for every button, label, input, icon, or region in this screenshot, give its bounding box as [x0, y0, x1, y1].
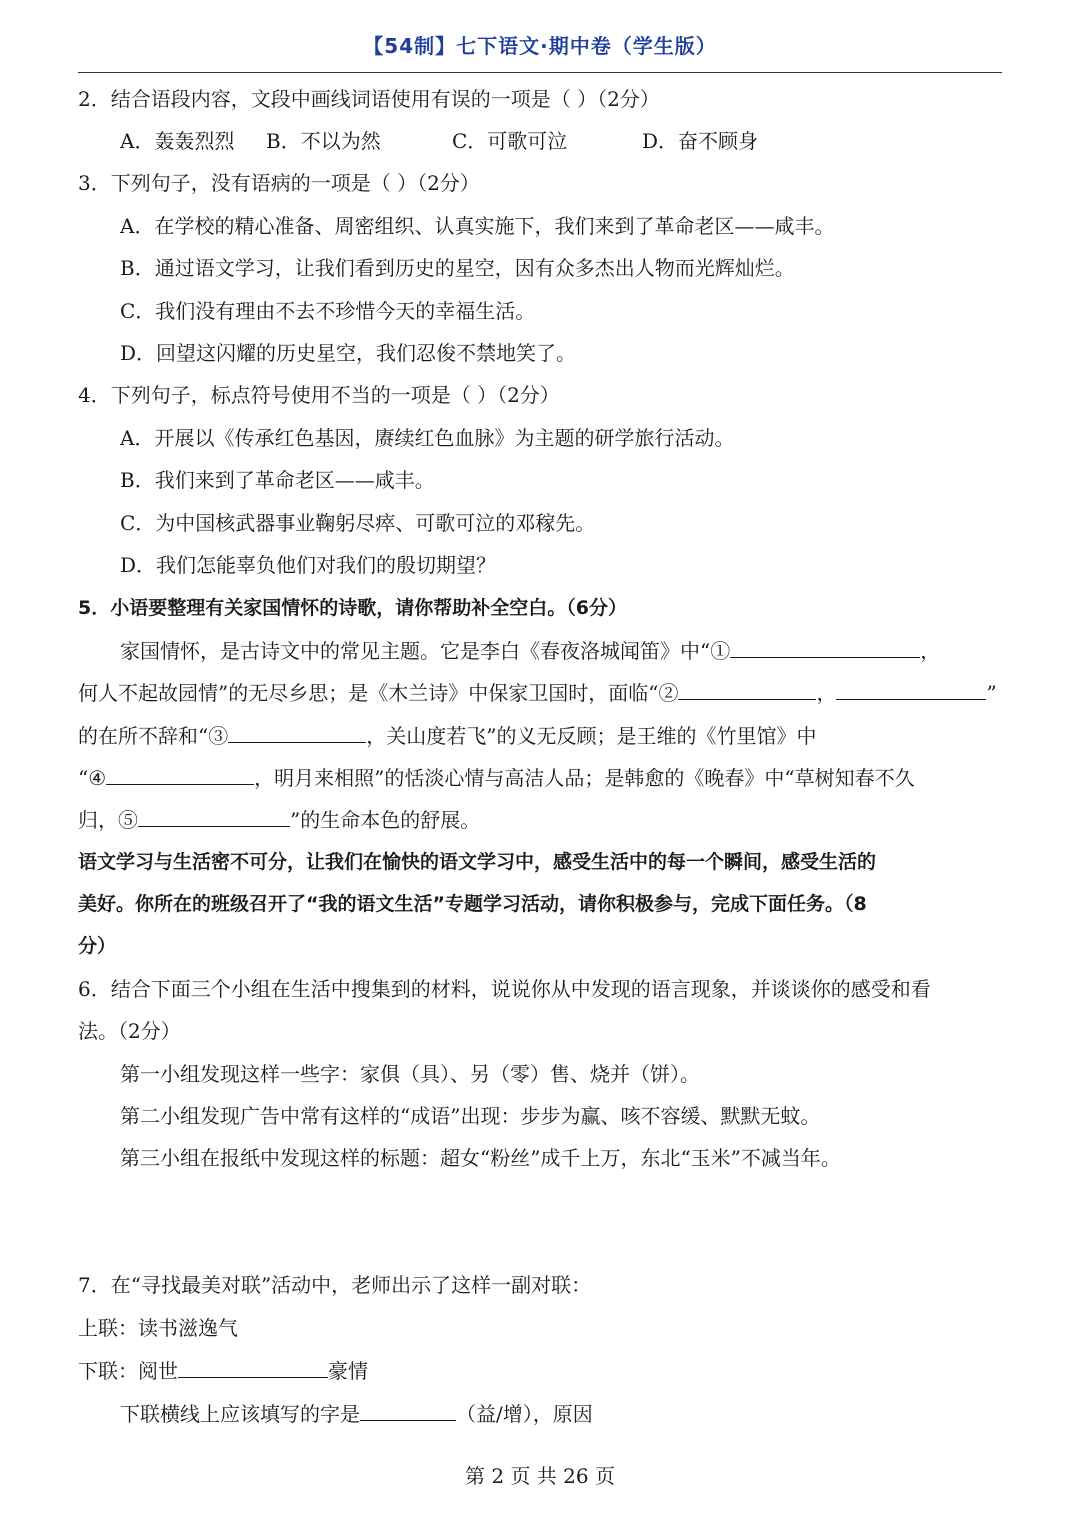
section-intro-line-1: 语文学习与生活密不可分，让我们在愉快的语文学习中，感受生活中的每一个瞬间，感受生活的 — [78, 851, 877, 873]
q5-text: ”的生命本色的舒展。 — [290, 808, 481, 832]
q3-option-a: A．在学校的精心准备、周密组织、认真实施下，我们来到了革命老区——咸丰。 — [120, 214, 835, 238]
q7-text: 豪情 — [328, 1359, 368, 1383]
q5-text: 何人不起故园情”的无尽乡思；是《木兰诗》中保家卫国时，面临“② — [78, 681, 679, 705]
q5-text: ， — [816, 681, 837, 705]
q7-text: 下联：阅世 — [78, 1359, 178, 1383]
header-divider — [78, 72, 1002, 73]
q5-blank-2b[interactable] — [836, 679, 986, 700]
q6-stem-line-1: 6．结合下面三个小组在生活中搜集到的材料，说说你从中发现的语言现象，并谈谈你的感受和看 — [78, 977, 931, 1001]
q5-text: ” — [986, 681, 997, 705]
q2-options — [120, 128, 1050, 154]
q7-text: 下联横线上应该填写的字是 — [120, 1402, 360, 1426]
q5-line-5 — [78, 806, 1008, 833]
q6-group-3: 第三小组在报纸中发现这样的标题：超女“粉丝”成千上万，东北“玉米”不减当年。 — [120, 1146, 841, 1170]
q5-line-2 — [78, 679, 1008, 706]
q4-option-a: A．开展以《传承红色基因，赓续红色血脉》为主题的研学旅行活动。 — [120, 426, 735, 450]
q4-stem: 4．下列句子，标点符号使用不当的一项是（ ）（2分） — [78, 383, 560, 407]
section-intro-line-2: 美好。你所在的班级召开了“我的语文生活”专题学习活动，请你积极参与，完成下面任务。（8 — [78, 893, 867, 915]
q2-option-b: B．不以为然 — [266, 129, 381, 153]
page-number: 第 2 页 共 26 页 — [465, 1464, 615, 1488]
q5-line-4 — [78, 764, 1008, 791]
q5-text: ，明月来相照”的恬淡心情与高洁人品；是韩愈的《晚春》中“草树知春不久 — [254, 766, 915, 790]
q5-blank-5[interactable] — [138, 806, 290, 827]
section-intro-line-3: 分） — [78, 935, 117, 957]
q5-blank-1[interactable] — [730, 637, 920, 658]
q7-blank-couplet[interactable] — [178, 1357, 328, 1378]
q5-blank-2a[interactable] — [678, 679, 816, 700]
q5-blank-3[interactable] — [228, 722, 366, 743]
q2-option-a: A．轰轰烈烈 — [120, 129, 235, 153]
q6-stem-line-2: 法。（2分） — [78, 1019, 181, 1043]
q7-upper-couplet: 上联：读书滋逸气 — [78, 1316, 238, 1340]
q2-option-c: C．可歌可泣 — [452, 129, 568, 153]
q2-option-d: D．奋不顾身 — [642, 129, 759, 153]
q5-blank-4[interactable] — [106, 764, 254, 785]
q5-text: 家国情怀，是古诗文中的常见主题。它是李白《春夜洛城闻笛》中“① — [120, 639, 731, 663]
q7-lower-couplet — [78, 1357, 1008, 1384]
q4-option-c: C．为中国核武器事业鞠躬尽瘁、可歌可泣的邓稼先。 — [120, 511, 596, 535]
q4-option-d: D．我们怎能辜负他们对我们的殷切期望？ — [120, 553, 497, 577]
q5-text: “④ — [78, 766, 107, 790]
q5-line-1 — [120, 637, 1050, 664]
q5-text: 的在所不辞和“③ — [78, 724, 229, 748]
q7-blank-char[interactable] — [360, 1400, 456, 1421]
q2-stem: 2．结合语段内容，文段中画线词语使用有误的一项是（ ）（2分） — [78, 87, 660, 111]
q5-text: ，关山度若飞”的义无反顾；是王维的《竹里馆》中 — [366, 724, 817, 748]
q3-option-c: C．我们没有理由不去不珍惜今天的幸福生活。 — [120, 299, 536, 323]
q6-group-1: 第一小组发现这样一些字：家俱（具）、另（零）售、烧并（饼）。 — [120, 1062, 700, 1086]
page-header-title: 【54制】七下语文·期中卷（学生版） — [363, 34, 717, 58]
q7-text: （益/增），原因 — [456, 1402, 593, 1426]
q4-option-b: B．我们来到了革命老区——咸丰。 — [120, 468, 435, 492]
q5-text: 归，⑤ — [78, 808, 138, 832]
q5-stem: 5．小语要整理有关家国情怀的诗歌，请你帮助补全空白。（6分） — [78, 597, 627, 619]
q3-stem: 3．下列句子，没有语病的一项是（ ）（2分） — [78, 171, 480, 195]
q3-option-d: D．回望这闪耀的历史星空，我们忍俊不禁地笑了。 — [120, 341, 577, 365]
q5-text: ， — [920, 639, 941, 663]
q7-stem: 7．在“寻找最美对联”活动中，老师出示了这样一副对联： — [78, 1273, 592, 1297]
q6-group-2: 第二小组发现广告中常有这样的“成语”出现：步步为赢、咳不容缓、默默无蚊。 — [120, 1104, 821, 1128]
q5-line-3 — [78, 722, 1008, 749]
q3-option-b: B．通过语文学习，让我们看到历史的星空，因有众多杰出人物而光辉灿烂。 — [120, 256, 795, 280]
q7-ask — [120, 1400, 1050, 1427]
